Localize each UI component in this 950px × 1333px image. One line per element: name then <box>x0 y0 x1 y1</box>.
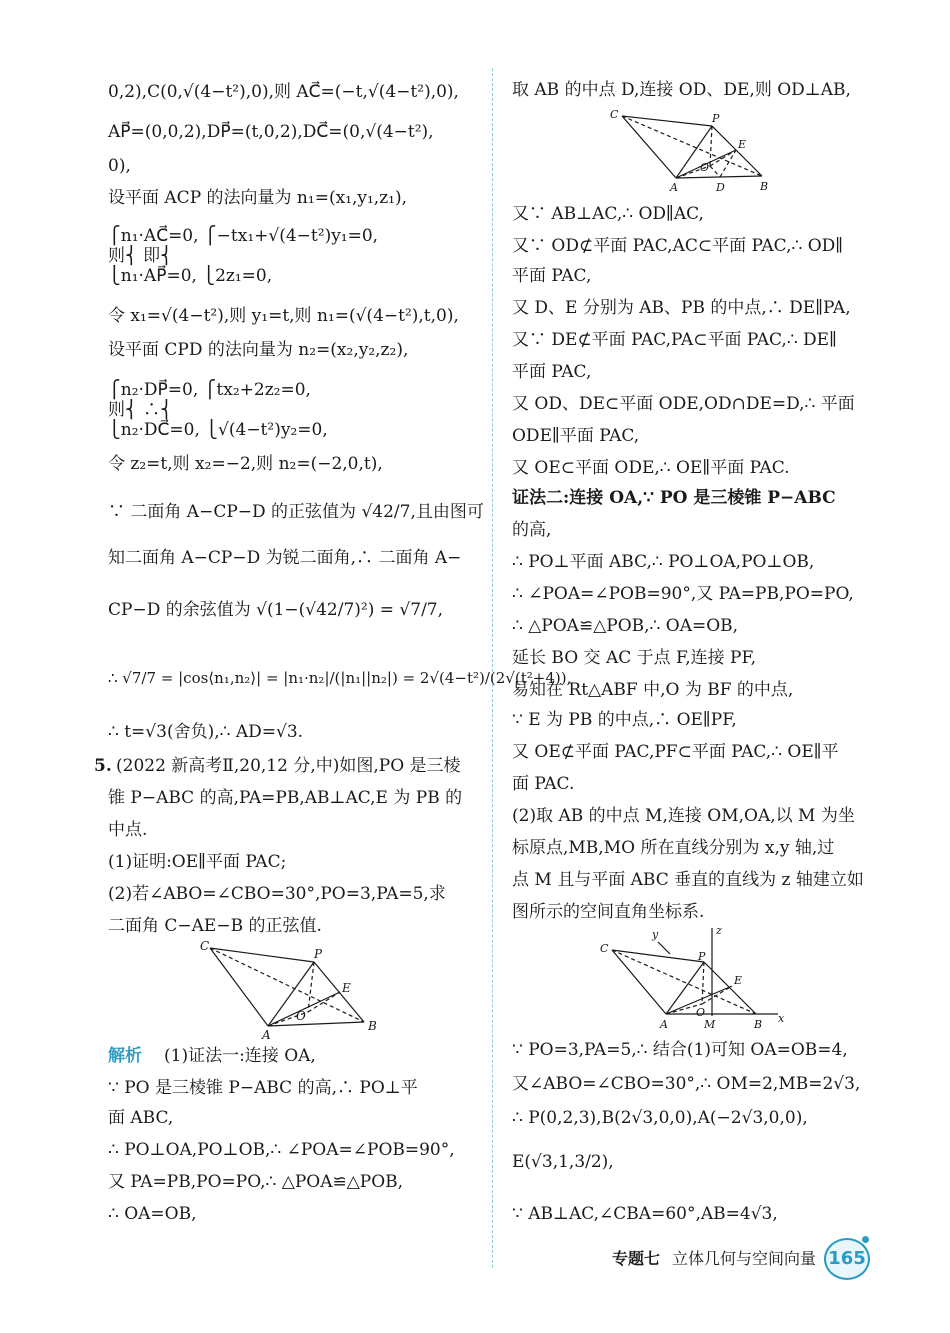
point-label: E <box>342 981 351 995</box>
text-line: 面 PAC. <box>512 774 575 794</box>
text-line: ∴ PO⊥平面 ABC,∴ PO⊥OA,PO⊥OB, <box>512 552 815 572</box>
text-line: 锥 P−ABC 的高,PA=PB,AB⊥AC,E 为 PB 的 <box>108 788 463 808</box>
point-label: P <box>698 950 706 963</box>
text-line: 设平面 ACP 的法向量为 n₁=(x₁,y₁,z₁), <box>108 188 408 208</box>
text-line: (2)取 AB 的中点 M,连接 OM,OA,以 M 为坐 <box>512 806 855 826</box>
decorative-dot <box>862 1236 869 1243</box>
text-line: 延长 BO 交 AC 于点 F,连接 PF, <box>512 648 756 668</box>
text-line: (1)证明:OE∥平面 PAC; <box>108 852 287 872</box>
point-label: B <box>368 1019 377 1033</box>
text-line: ∵ 二面角 A−CP−D 的正弦值为 √42/7,且由图可 <box>108 502 484 522</box>
text-line: 又 D、E 分别为 AB、PB 的中点,∴ DE∥PA, <box>512 298 851 318</box>
text-line: 又∵ AB⊥AC,∴ OD∥AC, <box>512 204 704 224</box>
text-line: 证法二:连接 OA,∵ PO 是三棱锥 P−ABC <box>512 488 836 508</box>
point-label: B <box>760 180 769 193</box>
text-line: 平面 PAC, <box>512 266 592 286</box>
text-line: ∴ △POA≌△POB,∴ OA=OB, <box>512 616 739 636</box>
axis-label: y <box>652 928 659 941</box>
pyramid-figure <box>200 940 390 1040</box>
text-line: ⎧n₂·DP⃗=0, ⎧tx₂+2z₂=0, <box>108 380 311 400</box>
point-label: E <box>738 138 747 151</box>
text-line: 设平面 CPD 的法向量为 n₂=(x₂,y₂,z₂), <box>108 340 409 360</box>
text-line: (1)证法一:连接 OA, <box>164 1046 316 1066</box>
text-line: ∴ P(0,2,3),B(2√3,0,0),A(−2√3,0,0), <box>512 1108 808 1128</box>
text-line: 取 AB 的中点 D,连接 OD、DE,则 OD⊥AB, <box>512 80 851 100</box>
point-label: O <box>696 1006 706 1019</box>
text-line: ⎩n₂·DC⃗=0, ⎩√(4−t²)y₂=0, <box>108 420 328 440</box>
point-label: A <box>262 1028 271 1040</box>
point-label: C <box>200 940 210 953</box>
text-line: 令 x₁=√(4−t²),则 y₁=t,则 n₁=(√(4−t²),t,0), <box>108 306 459 326</box>
point-label: O <box>700 161 710 174</box>
point-label: A <box>660 1018 668 1031</box>
text-line: 点 M 且与平面 ABC 垂直的直线为 z 轴建立如 <box>512 870 864 890</box>
text-line: ⎩n₁·AP⃗=0, ⎩2z₁=0, <box>108 266 273 286</box>
text-line: AP⃗=(0,0,2),DP⃗=(t,0,2),DC⃗=(0,√(4−t²), <box>108 122 434 142</box>
text-line: E(√3,1,3/2), <box>512 1152 614 1172</box>
point-label: D <box>716 181 725 194</box>
axis-label: x <box>778 1012 785 1025</box>
point-label: A <box>670 181 678 194</box>
footer-topic: 专题七 <box>612 1249 661 1268</box>
point-label: P <box>712 112 720 125</box>
point-label: C <box>600 942 609 955</box>
text-line: 图所示的空间直角坐标系. <box>512 902 705 922</box>
text-line: 面 ABC, <box>108 1108 174 1128</box>
text-line: 易知在 Rt△ABF 中,O 为 BF 的中点, <box>512 680 794 700</box>
text-line: ∵ AB⊥AC,∠CBA=60°,AB=4√3, <box>512 1204 778 1224</box>
point-label: B <box>754 1018 763 1031</box>
text-line: 令 z₂=t,则 x₂=−2,则 n₂=(−2,0,t), <box>108 454 383 474</box>
text-line: ODE∥平面 PAC, <box>512 426 640 446</box>
text-line: 知二面角 A−CP−D 为锐二面角,∴ 二面角 A− <box>108 548 462 568</box>
text-line: ⎧n₁·AC⃗=0, ⎧−tx₁+√(4−t²)y₁=0, <box>108 226 379 246</box>
footer-title: 立体几何与空间向量 <box>672 1249 817 1268</box>
analysis-label: 解析 <box>108 1046 142 1066</box>
point-label: C <box>610 108 619 121</box>
text-line: 的高, <box>512 520 552 540</box>
text-line: 则⎨ ∴⎨ <box>108 400 173 420</box>
text-line: 又 OE⊂平面 ODE,∴ OE∥平面 PAC. <box>512 458 790 478</box>
text-line: (2022 新高考Ⅱ,20,12 分,中)如图,PO 是三棱 <box>116 756 461 776</box>
text-line: 又 PA=PB,PO=PO,∴ △POA≌△POB, <box>108 1172 404 1192</box>
point-label: E <box>734 974 743 987</box>
point-label: P <box>314 947 323 961</box>
text-line: ∴ OA=OB, <box>108 1204 197 1224</box>
text-line: ∵ PO 是三棱锥 P−ABC 的高,∴ PO⊥平 <box>108 1078 418 1098</box>
axis-label: z <box>716 924 722 937</box>
coordinate-figure <box>596 924 796 1036</box>
text-line: ∵ E 为 PB 的中点,∴ OE∥PF, <box>512 710 737 730</box>
text-line: 又∵ DE⊄平面 PAC,PA⊂平面 PAC,∴ DE∥ <box>512 330 837 350</box>
text-line: 标原点,MB,MO 所在直线分别为 x,y 轴,过 <box>512 838 835 858</box>
page-number: 165 <box>824 1238 870 1280</box>
text-line: ∴ √7/7 = |cos⟨n₁,n₂⟩| = |n₁·n₂|/(|n₁||n₂|) = 2√(4−t²)/(2√(t²+4)), <box>108 669 572 687</box>
text-line: 0,2),C(0,√(4−t²),0),则 AC⃗=(−t,√(4−t²),0), <box>108 82 459 102</box>
text-line: CP−D 的余弦值为 √(1−(√42/7)²) = √7/7, <box>108 600 444 620</box>
text-line: ∴ PO⊥OA,PO⊥OB,∴ ∠POA=∠POB=90°, <box>108 1140 455 1160</box>
text-line: 平面 PAC, <box>512 362 592 382</box>
text-line: 又 OE⊄平面 PAC,PF⊂平面 PAC,∴ OE∥平 <box>512 742 839 762</box>
page-footer <box>612 1236 872 1280</box>
text-line: 又∠ABO=∠CBO=30°,∴ OM=2,MB=2√3, <box>512 1074 861 1094</box>
text-line: 又 OD、DE⊂平面 ODE,OD∩DE=D,∴ 平面 <box>512 394 855 414</box>
point-label: M <box>704 1018 716 1031</box>
text-line: 中点. <box>108 820 148 840</box>
point-label: O <box>296 1009 306 1023</box>
text-line: 0), <box>108 156 131 176</box>
text-line: 二面角 C−AE−B 的正弦值. <box>108 916 322 936</box>
text-line: 又∵ OD⊄平面 PAC,AC⊂平面 PAC,∴ OD∥ <box>512 236 844 256</box>
problem-number: 5. <box>94 756 112 776</box>
midpoint-figure <box>608 108 788 194</box>
text-line: ∴ ∠POA=∠POB=90°,又 PA=PB,PO=PO, <box>512 584 854 604</box>
text-line: ∵ PO=3,PA=5,∴ 结合(1)可知 OA=OB=4, <box>512 1040 848 1060</box>
text-line: (2)若∠ABO=∠CBO=30°,PO=3,PA=5,求 <box>108 884 446 904</box>
text-line: ∴ t=√3(舍负),∴ AD=√3. <box>108 722 304 742</box>
text-line: 则⎨ 即⎨ <box>108 246 173 266</box>
